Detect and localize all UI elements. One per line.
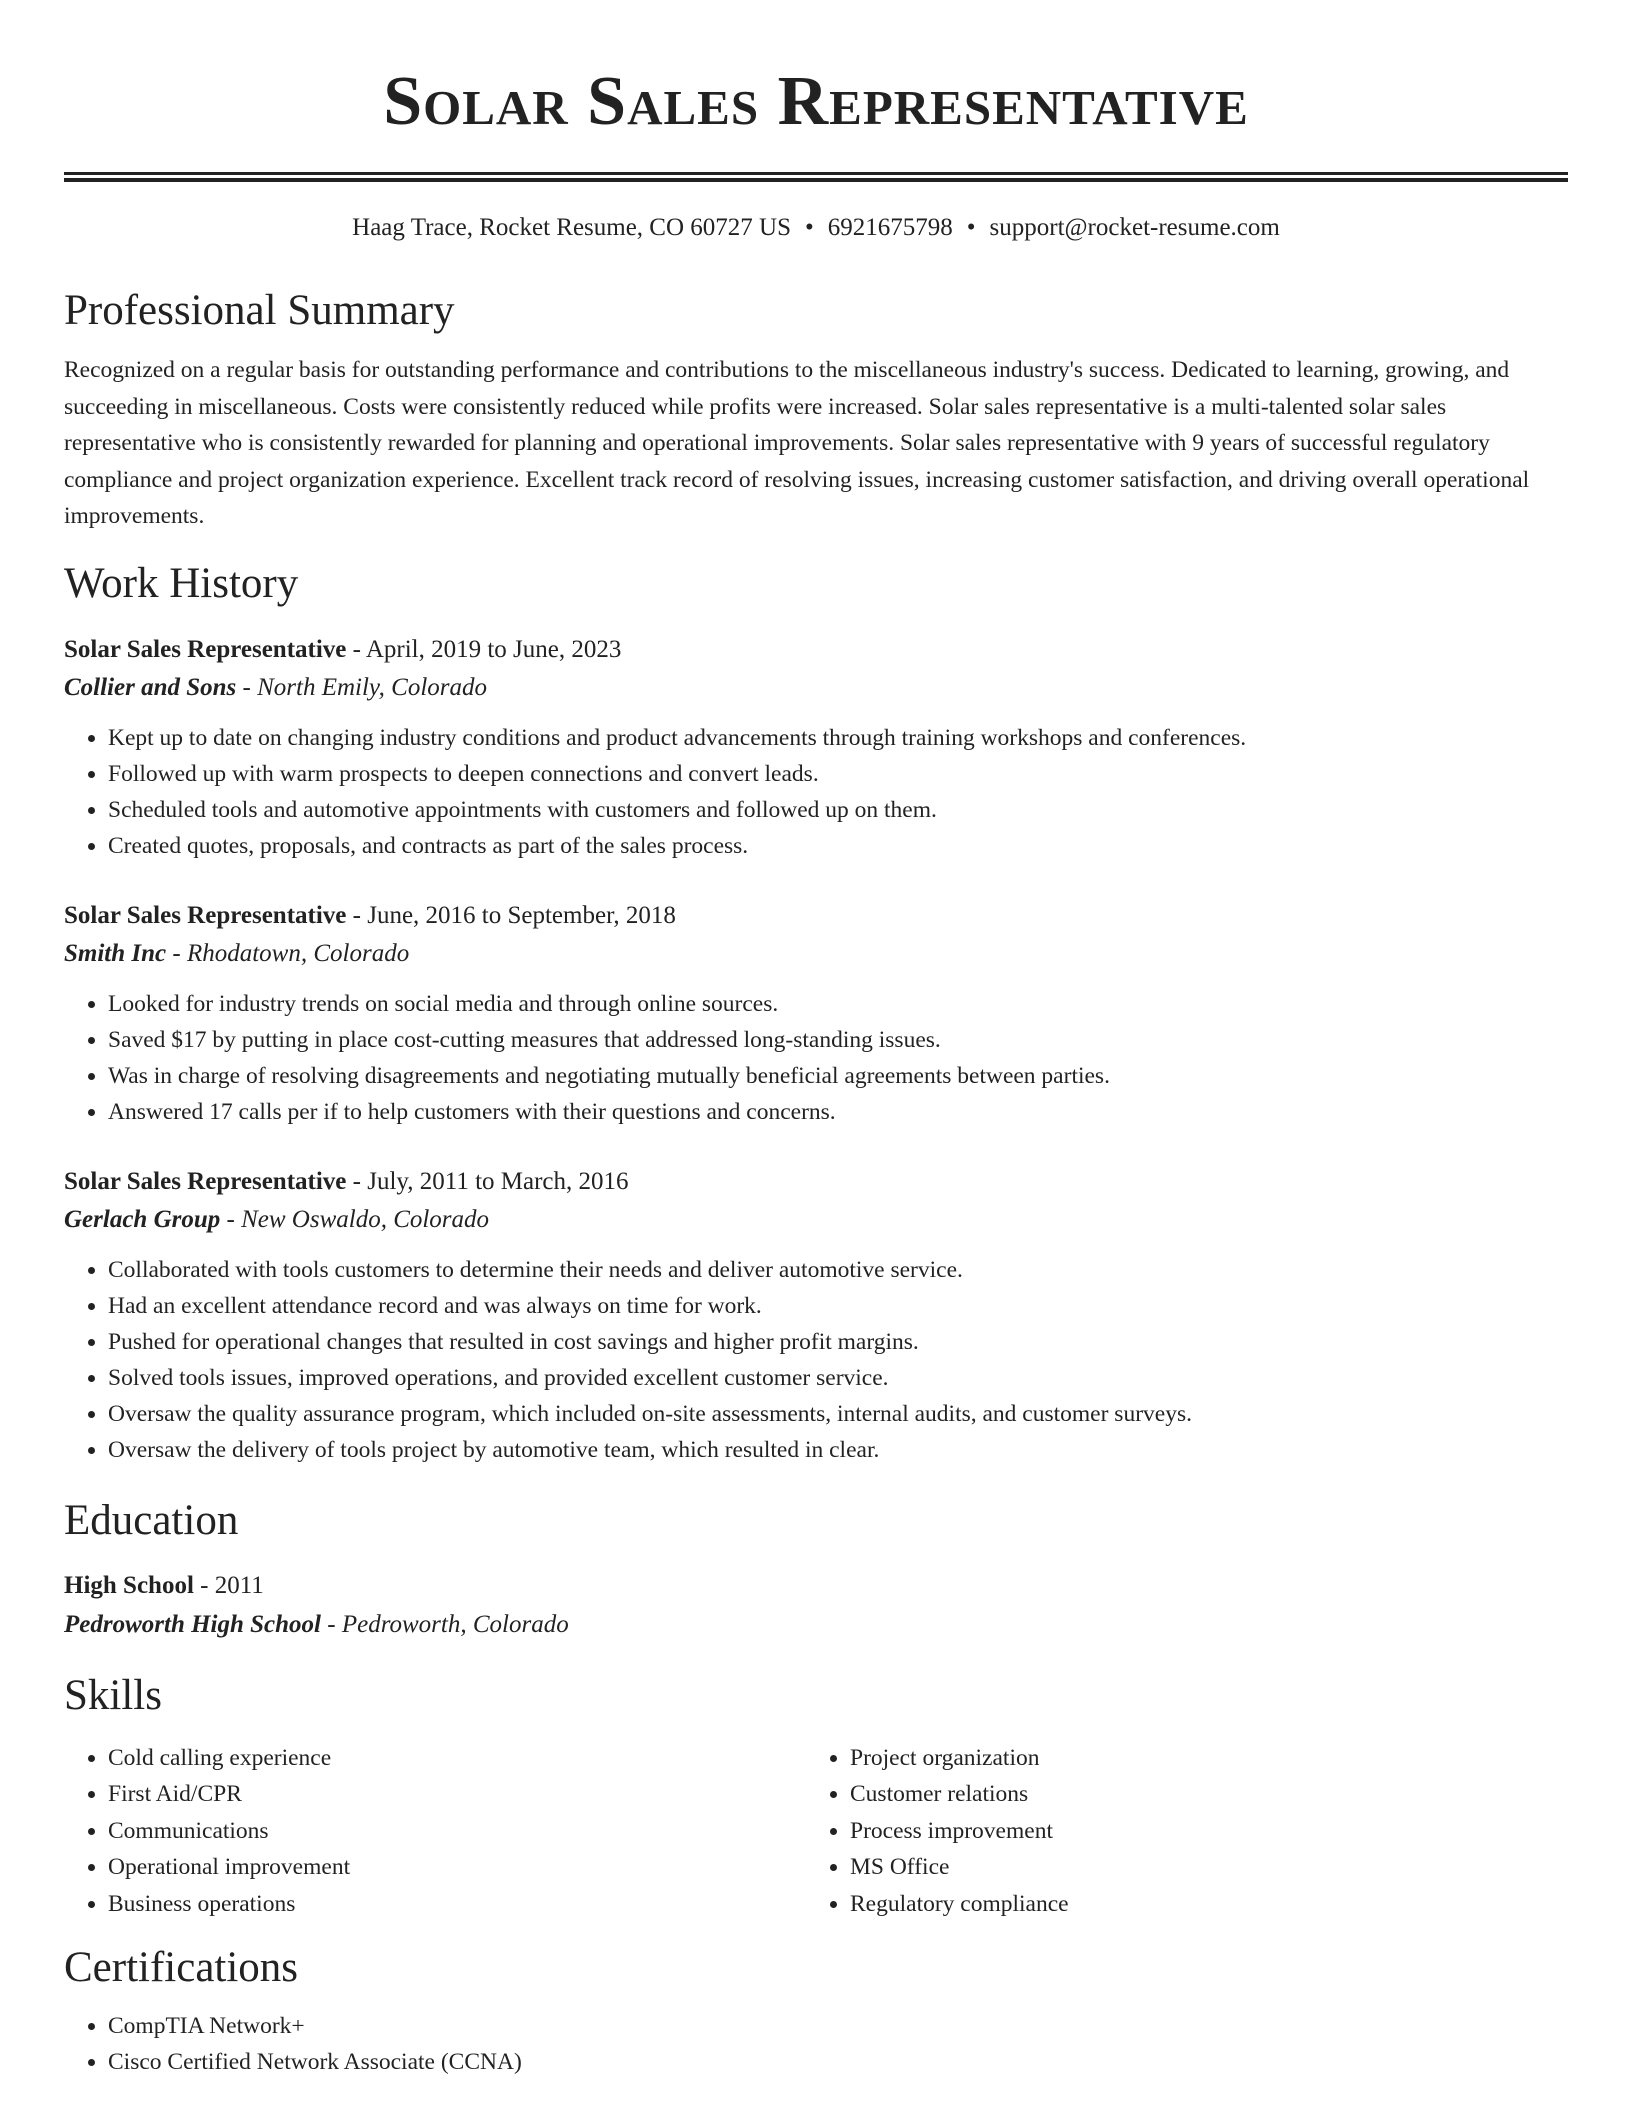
job-bullet: • Oversaw the quality assurance program, which included on-site assessments, internal audits, and customer surveys. — [108, 1396, 1568, 1432]
company-name: Smith Inc — [64, 939, 167, 967]
skill-item: • Communications — [108, 1813, 806, 1850]
work-history-section — [64, 556, 1568, 1468]
job-title: Solar Sales Representative — [64, 635, 347, 663]
contact-separator: • — [966, 214, 976, 241]
company-location: - Rhodatown, Colorado — [166, 939, 410, 967]
job-bullet: • Answered 17 calls per if to help customers with their questions and concerns. — [108, 1094, 1568, 1130]
job-bullet: • Scheduled tools and automotive appointments with customers and followed up on them. — [108, 792, 1568, 828]
job-bullets — [64, 1252, 1568, 1468]
company-location: - New Oswaldo, Colorado — [220, 1205, 490, 1233]
contact-separator: • — [805, 214, 814, 241]
skill-item: • Process improvement — [850, 1813, 1548, 1850]
job-bullet: • Looked for industry trends on social media and through online sources. — [108, 986, 1568, 1022]
skill-item: • First Aid/CPR — [108, 1776, 806, 1813]
skill-item: • Cold calling experience — [108, 1740, 806, 1777]
company-location: - North Emily, Colorado — [236, 673, 487, 701]
certification-item: • Cisco Certified Network Associate (CCNA) — [108, 2044, 1568, 2080]
job-dates: - June, 2016 to September, 2018 — [346, 901, 676, 929]
company-line — [64, 1200, 1568, 1240]
skill-item: • Customer relations — [850, 1776, 1548, 1813]
skills-column-left — [64, 1740, 806, 1923]
job-bullet: • Pushed for operational changes that resulted in cost savings and higher profit margins. — [108, 1324, 1568, 1360]
company-name: Gerlach Group — [64, 1205, 221, 1233]
job-title-line — [64, 898, 1568, 934]
job-bullet: • Was in charge of resolving disagreements and negotiating mutually beneficial agreements between parties. — [108, 1058, 1568, 1094]
education-heading: Education — [64, 1496, 239, 1544]
contact-address: Haag Trace, Rocket Resume, CO 60727 US — [352, 214, 791, 241]
school-name: Pedroworth High School — [64, 1610, 321, 1638]
degree-year: - 2011 — [193, 1571, 264, 1599]
job-bullet: • Collaborated with tools customers to determine their needs and deliver automotive service. — [108, 1252, 1568, 1288]
skills-column-right — [806, 1740, 1548, 1923]
job-title-line — [64, 1164, 1568, 1200]
skill-item: • Business operations — [108, 1886, 806, 1923]
certifications-section — [64, 1940, 1568, 2080]
job-entry — [64, 1164, 1568, 1468]
work-history-heading: Work History — [64, 559, 299, 607]
contact-email: support@rocket-resume.com — [989, 214, 1280, 241]
resume-title: Solar Sales Representative — [383, 63, 1249, 140]
job-dates: - April, 2019 to June, 2023 — [346, 635, 622, 663]
job-bullet: • Followed up with warm prospects to deepen connections and convert leads. — [108, 756, 1568, 792]
skills-section — [64, 1668, 1568, 1923]
job-entry — [64, 898, 1568, 1130]
job-dates: - July, 2011 to March, 2016 — [346, 1167, 629, 1195]
degree-name: High School — [64, 1571, 194, 1599]
job-bullet: • Solved tools issues, improved operations, and provided excellent customer service. — [108, 1360, 1568, 1396]
certification-item: • CompTIA Network+ — [108, 2008, 1568, 2044]
job-entry — [64, 632, 1568, 864]
job-bullet: • Saved $17 by putting in place cost-cutting measures that addressed long-standing issues. — [108, 1022, 1568, 1058]
skill-item: • Regulatory compliance — [850, 1886, 1548, 1923]
company-name: Collier and Sons — [64, 673, 237, 701]
skill-item: • MS Office — [850, 1849, 1548, 1886]
skill-item: • Project organization — [850, 1740, 1548, 1777]
job-title: Solar Sales Representative — [64, 1167, 347, 1195]
summary-heading: Professional Summary — [64, 287, 455, 334]
school-location: - Pedroworth, Colorado — [321, 1610, 569, 1638]
summary-section — [64, 283, 1568, 535]
job-bullets — [64, 986, 1568, 1130]
job-title: Solar Sales Representative — [64, 901, 347, 929]
certifications-list — [64, 2008, 1568, 2080]
degree-line — [64, 1567, 1568, 1605]
certifications-heading: Certifications — [64, 1944, 299, 1991]
job-bullet: • Created quotes, proposals, and contracts as part of the sales process. — [108, 828, 1568, 864]
school-line — [64, 1605, 1568, 1645]
job-bullet: • Had an excellent attendance record and was always on time for work. — [108, 1288, 1568, 1324]
job-title-line — [64, 632, 1568, 668]
skills-grid — [64, 1740, 1568, 1923]
company-line — [64, 668, 1568, 708]
job-bullets — [64, 720, 1568, 864]
title-double-rule — [64, 172, 1568, 182]
contact-phone: 6921675798 — [827, 214, 953, 241]
company-line — [64, 934, 1568, 974]
summary-text: Recognized on a regular basis for outstanding performance and contributions to the miscellaneous industry's success. Dedicated to learning, growing, and succeeding in miscellaneous. Costs were consistently reduced while profits were increased. Solar sales representative is a multi-talented solar sales representative who is consistently rewarded for planning and operational improvements. Solar sales representative with 9 years of successful regulatory compliance and project organization experience. Excellent track record of resolving issues, increasing customer satisfaction, and driving overall operational improvements. — [64, 357, 1530, 529]
job-bullet: • Oversaw the delivery of tools project by automotive team, which resulted in clear. — [108, 1432, 1568, 1468]
contact-line — [64, 211, 1568, 245]
education-section — [64, 1493, 1568, 1645]
skills-heading: Skills — [64, 1671, 162, 1719]
job-bullet: • Kept up to date on changing industry conditions and product advancements through training workshops and conferences. — [108, 720, 1568, 756]
skill-item: • Operational improvement — [108, 1849, 806, 1886]
